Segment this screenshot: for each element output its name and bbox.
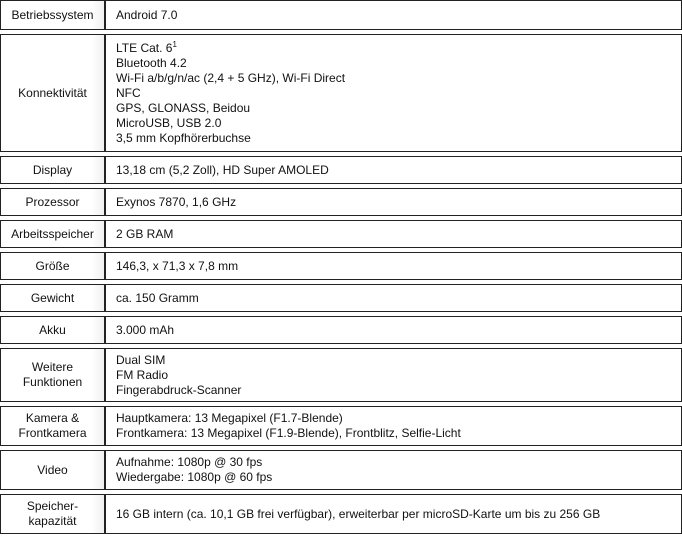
value-cell — [105, 284, 682, 312]
label-cell: Arbeitsspeicher — [0, 220, 105, 248]
row-arbeitsspeicher — [0, 220, 682, 248]
label-line: kapazität — [28, 514, 77, 528]
value-line: NFC — [116, 85, 141, 100]
value-line: Android 7.0 — [116, 7, 178, 22]
value-cell — [105, 316, 682, 344]
label-cell: Display — [0, 156, 105, 184]
value-cell — [105, 450, 682, 490]
value-line: Fingerabdruck-Scanner — [116, 382, 242, 397]
value-cell — [105, 220, 682, 248]
value-cell — [105, 252, 682, 280]
value-line: Hauptkamera: 13 Megapixel (F1.7-Blende) — [116, 411, 343, 425]
row-kamera — [0, 406, 682, 446]
label-cell: Video — [0, 450, 105, 490]
value-line: 146,3, x 71,3 x 7,8 mm — [116, 258, 239, 273]
label-line: Funktionen — [22, 375, 83, 389]
row-groesse — [0, 252, 682, 280]
row-display — [0, 156, 682, 184]
row-gewicht — [0, 284, 682, 312]
value-cell — [105, 188, 682, 216]
row-speicherkapazitaet — [0, 494, 682, 534]
value-cell — [105, 348, 682, 402]
value-line: 3,5 mm Kopfhörerbuchse — [116, 130, 251, 145]
value-line: ca. 150 Gramm — [116, 290, 199, 305]
label-line: Speicher- — [26, 499, 79, 513]
value-line: MicroUSB, USB 2.0 — [116, 115, 222, 130]
value-cell — [105, 494, 682, 534]
value-line: 3.000 mAh — [116, 322, 175, 337]
footnote-marker: 1 — [172, 39, 177, 49]
label-cell: Konnektivität — [0, 34, 105, 152]
value-cell — [105, 34, 682, 152]
value-cell — [105, 156, 682, 184]
value-line: Wiedergabe: 1080p @ 60 fps — [116, 470, 273, 484]
label-cell — [0, 406, 105, 446]
value-cell — [105, 0, 682, 30]
value-line: Bluetooth 4.2 — [116, 55, 187, 70]
label-cell: Größe — [0, 252, 105, 280]
value-line: FM Radio — [116, 367, 169, 382]
label-cell: Akku — [0, 316, 105, 344]
value-line: 2 GB RAM — [116, 226, 174, 241]
value-cell — [105, 406, 682, 446]
label-cell: Prozessor — [0, 188, 105, 216]
label-cell: Gewicht — [0, 284, 105, 312]
row-weitere-funktionen — [0, 348, 682, 402]
label-cell: Betriebssystem — [0, 0, 105, 30]
value-line: 13,18 cm (5,2 Zoll), HD Super AMOLED — [116, 162, 329, 177]
label-line: Frontkamera — [18, 426, 87, 440]
value-line: Aufnahme: 1080p @ 30 fps — [116, 455, 263, 469]
row-akku — [0, 316, 682, 344]
value-line: Exynos 7870, 1,6 GHz — [116, 194, 237, 209]
label-cell — [0, 348, 105, 402]
row-video — [0, 450, 682, 490]
value-line: 16 GB intern (ca. 10,1 GB frei verfügbar), erweiterbar per microSD-Karte um bis zu 256 GB — [116, 506, 601, 521]
label-cell — [0, 494, 105, 534]
value-line: GPS, GLONASS, Beidou — [116, 100, 251, 115]
value-line: LTE Cat. $6^1$ — [116, 39, 177, 55]
row-betriebssystem — [0, 0, 682, 30]
value-line: Dual SIM — [116, 352, 166, 367]
value-line: Frontkamera: 13 Megapixel (F1.9-Blende), Frontblitz, Selfie-Licht — [116, 426, 461, 440]
row-konnektivitaet — [0, 34, 682, 152]
value-line: Wi-Fi a/b/g/n/ac (2,4 + 5 GHz), Wi-Fi Direct — [116, 70, 346, 85]
row-prozessor — [0, 188, 682, 216]
label-line: Weitere — [31, 360, 74, 374]
label-line: Kamera & — [25, 411, 80, 425]
